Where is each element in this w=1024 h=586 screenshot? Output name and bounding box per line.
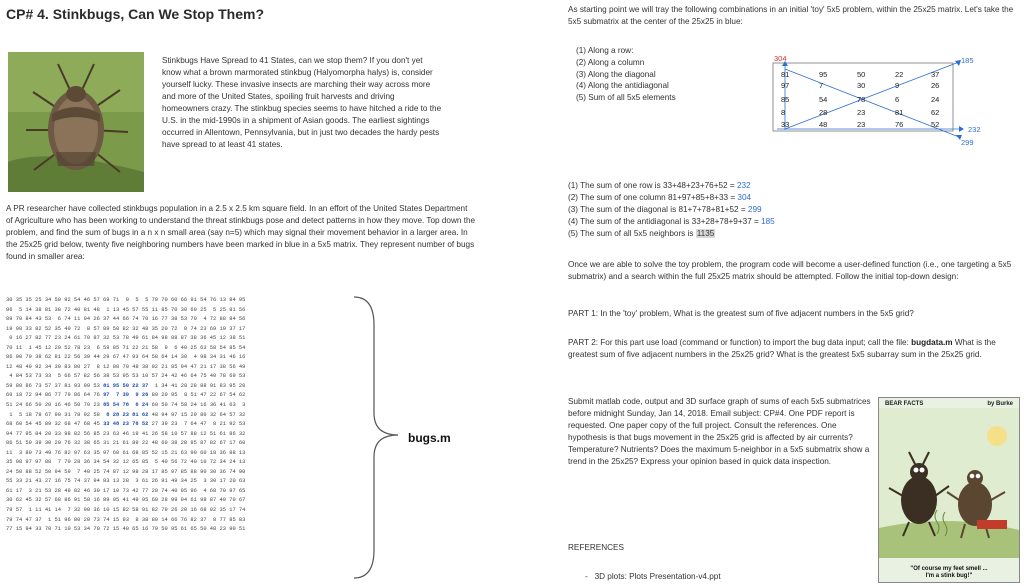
matrix-cell: 81 xyxy=(781,70,790,79)
researcher-paragraph: A PR researcher have collected stinkbugs population in a 2.5 x 2.5 km square field. In an effort of the United States Department of Agriculture who has been working to understand the threat stinkbugs pose and detect patterns in how they move. Top down the problem, and find the sum of bugs in a n x n small area (say n=5) which may signal their movement behavior in a larger area. In the 25x25 grid below, twenty five neighboring numbers have been marked in blue in a 5x5 matrix. They represent number of bugs found in smaller area: xyxy=(6,204,476,261)
submatrix-diagram xyxy=(763,55,985,147)
grid-row: 30 35 35 25 34 50 92 54 46 57 69 71 9 5 5 79 70 60 66 91 54 76 13 84 95 xyxy=(6,297,246,303)
grid-row: 55 33 21 43 27 16 75 74 37 94 83 13 28 3 61 26 91 49 34 25 3 30 17 20 63 xyxy=(6,478,246,485)
matrix-cell: 97 xyxy=(781,81,790,90)
grid-row: 4 84 53 73 33 5 66 57 82 56 38 53 95 53 10 57 24 42 46 64 75 40 78 69 53 xyxy=(6,373,246,380)
matrix-cell: 33 xyxy=(781,120,790,129)
grid-row: 12 48 49 92 34 39 83 80 27 8 12 80 70 48 38 92 21 85 94 47 21 17 38 56 49 xyxy=(6,363,246,370)
grid-row: 51 24 66 50 20 16 46 50 70 23 85 54 78 6 24 60 50 74 58 24 16 36 41 63 3 xyxy=(6,402,246,409)
next-step-text: Once we are able to solve the toy problem, the program code will become a user-defined function (i.e., one targeting a 5x5 submatrix) and a search within the full 25x25 matrix should be attempted. Follow the initial top-down design: xyxy=(568,260,1012,281)
grid-row: 30 62 45 32 57 68 86 91 50 16 89 95 41 49 95 60 28 99 94 61 98 87 49 70 67 xyxy=(6,497,246,504)
grid-row: 70 11 1 45 12 20 52 78 23 6 59 85 71 22 21 58 9 6 40 25 63 58 54 85 54 xyxy=(6,344,246,351)
bugs-file-label: bugs.m xyxy=(408,431,451,445)
curly-brace xyxy=(352,295,400,580)
grid-row: 0 16 27 82 77 23 24 61 70 87 32 53 78 49 61 84 98 88 87 38 36 45 12 38 51 xyxy=(6,335,246,342)
antidiagonal-sum-label: 185 xyxy=(961,56,974,65)
reference-item: - 3D plots: Plots Presentation-v4.ppt xyxy=(585,572,721,581)
cartoon-drawing xyxy=(879,408,1019,558)
grid-row: 86 90 79 38 62 81 22 56 39 44 29 67 47 93 64 58 64 14 30 4 98 34 31 46 16 xyxy=(6,354,246,361)
matrix-cell: 76 xyxy=(895,120,904,129)
matrix-cell: 95 xyxy=(819,70,828,79)
matrix-cell: 50 xyxy=(857,70,866,79)
matrix-cell: 8 xyxy=(781,108,786,117)
grid-row: 35 98 97 97 88 7 70 28 36 34 54 32 12 65 85 5 40 56 72 40 10 72 34 24 13 xyxy=(6,459,246,466)
grid-row: 11 3 80 73 49 76 82 97 63 35 97 60 61 68 85 52 15 21 63 90 60 18 36 88 13 xyxy=(6,449,246,456)
matrix-cell: 28 xyxy=(819,108,828,117)
list-item: (1) The sum of one row is 33+48+23+76+52 = 232 xyxy=(568,181,751,190)
matrix-cell: 48 xyxy=(819,120,828,129)
list-item: (2) Along a column xyxy=(576,57,645,67)
list-item: (5) The sum of all 5x5 neighbors is 1135 xyxy=(568,229,715,238)
matrix-cell: 78 xyxy=(857,95,866,104)
grid-row: 79 74 47 37 1 51 96 80 20 73 74 15 93 8 38 80 14 66 76 82 37 8 77 85 83 xyxy=(6,516,246,523)
matrix-cell: 85 xyxy=(781,95,790,104)
list-item: (1) Along a row: xyxy=(576,46,634,55)
grid-row: 96 5 14 38 81 38 72 40 81 48 1 13 45 57 55 11 85 70 30 60 25 5 25 81 56 xyxy=(6,306,246,313)
grid-row: 94 77 95 84 20 33 98 82 56 85 23 63 46 19 41 26 58 10 57 88 12 51 61 86 32 xyxy=(6,430,246,437)
list-item: (4) Along the antidiagonal xyxy=(576,81,669,91)
matrix-cell: 7 xyxy=(819,81,824,90)
cartoon-caption: "Of course my feet smell ... I'm a stink bug!" xyxy=(910,566,988,579)
column-sum-label: 304 xyxy=(774,55,787,63)
bug-count-grid xyxy=(6,296,352,535)
cartoon-title: BEAR FACTS xyxy=(885,401,924,407)
part2-question: PART 2: For this part use load (command or function) to import the bug data input; call the file: bugdata.m What is the greatest sum of five adjacent numbers in the 25x25 grid? What is the greatest 5x5 subarray sum in the 25x25 grid. xyxy=(568,338,996,359)
matrix-cell: 30 xyxy=(857,81,866,90)
submission-instructions: Submit matlab code, output and 3D surface graph of sums of each 5x5 submatrices before midnight Sunday, Jan 14, 2018. Email subject: CP#4. One PDF report is requested. One paper copy of the full project. Consult the references. One hypothesis is that bugs movement in the 25x25 grid is affected by air currents? Temperature? Nutrients? Does the maximum 5-neighbor in a 5x5 submatrix show a trend in the 25x25? Express your opinion based in quick data inspection. xyxy=(568,397,871,466)
matrix-cell: 52 xyxy=(931,120,940,129)
grid-row: 79 57 1 11 41 14 7 32 90 36 10 15 82 58 91 82 79 26 20 16 68 92 35 17 74 xyxy=(6,507,246,514)
grid-row: 60 18 72 94 86 77 79 86 64 76 97 7 30 9 26 80 20 95 8 51 47 22 67 54 62 xyxy=(6,392,246,399)
list-item: (2) The sum of one column 81+97+85+8+33 = 304 xyxy=(568,193,752,202)
list-item: (3) The sum of the diagonal is 81+7+78+81+52 = 299 xyxy=(568,205,762,214)
grid-row: 68 60 54 45 89 32 68 47 68 45 33 48 23 76 52 27 39 23 7 64 47 8 21 92 53 xyxy=(6,421,246,428)
grid-row: 86 51 59 39 30 20 76 32 38 65 31 21 61 89 22 48 60 38 28 85 87 82 67 17 60 xyxy=(6,440,246,447)
bugdata-filename: bugdata.m xyxy=(911,338,953,347)
grid-row: 61 17 3 21 53 28 49 82 46 30 17 10 73 42 77 20 74 40 95 96 4 68 79 97 65 xyxy=(6,487,246,494)
reference-link[interactable]: Plots Presentation-v4.ppt xyxy=(629,572,721,581)
list-item: (4) The sum of the antidiagonal is 33+28+78+9+37 = 185 xyxy=(568,217,775,226)
combination-list xyxy=(576,45,766,104)
stinkbug-photo xyxy=(8,52,144,192)
list-item: (5) Sum of all 5x5 elements xyxy=(576,93,676,103)
matrix-cell: 6 xyxy=(895,95,900,104)
diagonal-sum-label: 299 xyxy=(961,138,974,147)
matrix-cell: 37 xyxy=(931,70,940,79)
grid-row: 24 50 88 52 50 94 59 7 40 25 74 87 12 98 28 17 85 97 85 88 90 30 36 74 90 xyxy=(6,468,246,475)
references-heading: REFERENCES xyxy=(568,543,624,552)
matrix-cell: 81 xyxy=(895,108,904,117)
matrix-cell: 62 xyxy=(931,108,940,117)
sum-results xyxy=(568,180,828,240)
stinkbug-intro: Stinkbugs Have Spread to 41 States, can we stop them? If you don't yet know what a brown marmorated stinkbug (Halyomorpha halys) is, consider yourself lucky. These invasive insects are marching their way across more and more of the United States, spoiling fruit harvests and driving homeowners crazy. The stinkbug species seems to have hitched a ride to the U.S. in the mid-1990s in a shipment of Asian goods. The earliest sightings occurred in Allentown, Pennsylvania, but in just two decades the hardy pests have spread to at least 41 states. xyxy=(162,56,442,149)
page-title: CP# 4. Stinkbugs, Can We Stop Them? xyxy=(6,6,264,22)
grid-row: 19 98 33 82 52 35 40 72 8 57 89 50 82 32 48 35 20 72 0 74 23 69 19 37 17 xyxy=(6,325,246,332)
matrix-cell: 22 xyxy=(895,70,904,79)
part1-question: PART 1: In the 'toy' problem, What is the greatest sum of five adjacent numbers in the 5x5 grid? xyxy=(568,309,914,318)
matrix-cell: 9 xyxy=(895,81,900,90)
matrix-cell: 26 xyxy=(931,81,940,90)
grid-row: 59 80 86 73 57 37 81 93 99 53 81 95 50 22 37 1 34 41 28 28 88 91 83 95 20 xyxy=(6,382,246,389)
matrix-cell: 23 xyxy=(857,108,866,117)
matrix-cell: 23 xyxy=(857,120,866,129)
grid-row: 1 5 18 78 67 90 31 78 92 58 8 28 23 81 62 48 94 97 15 29 80 32 64 57 32 xyxy=(6,411,246,418)
list-item: (3) Along the diagonal xyxy=(576,69,656,79)
row-sum-label: 232 xyxy=(968,125,981,134)
bear-facts-cartoon xyxy=(878,397,1020,583)
grid-row: 77 15 94 33 70 71 10 53 34 70 72 15 40 65 16 79 50 95 61 65 50 48 23 90 51 xyxy=(6,526,246,533)
toy-problem-intro: As starting point we will tray the following combinations in an initial 'toy' 5x5 problem, within the 25x25 matrix. Let's take the 5x5 submatrix at the center of the 25x25 in blue: xyxy=(568,5,1014,26)
grid-row: 89 70 84 43 53 6 74 11 94 26 37 44 66 74 70 16 77 38 53 70 4 72 88 84 56 xyxy=(6,316,246,323)
cartoon-author: by Burke xyxy=(987,401,1013,407)
matrix-cell: 24 xyxy=(931,95,940,104)
matrix-cell: 54 xyxy=(819,95,828,104)
